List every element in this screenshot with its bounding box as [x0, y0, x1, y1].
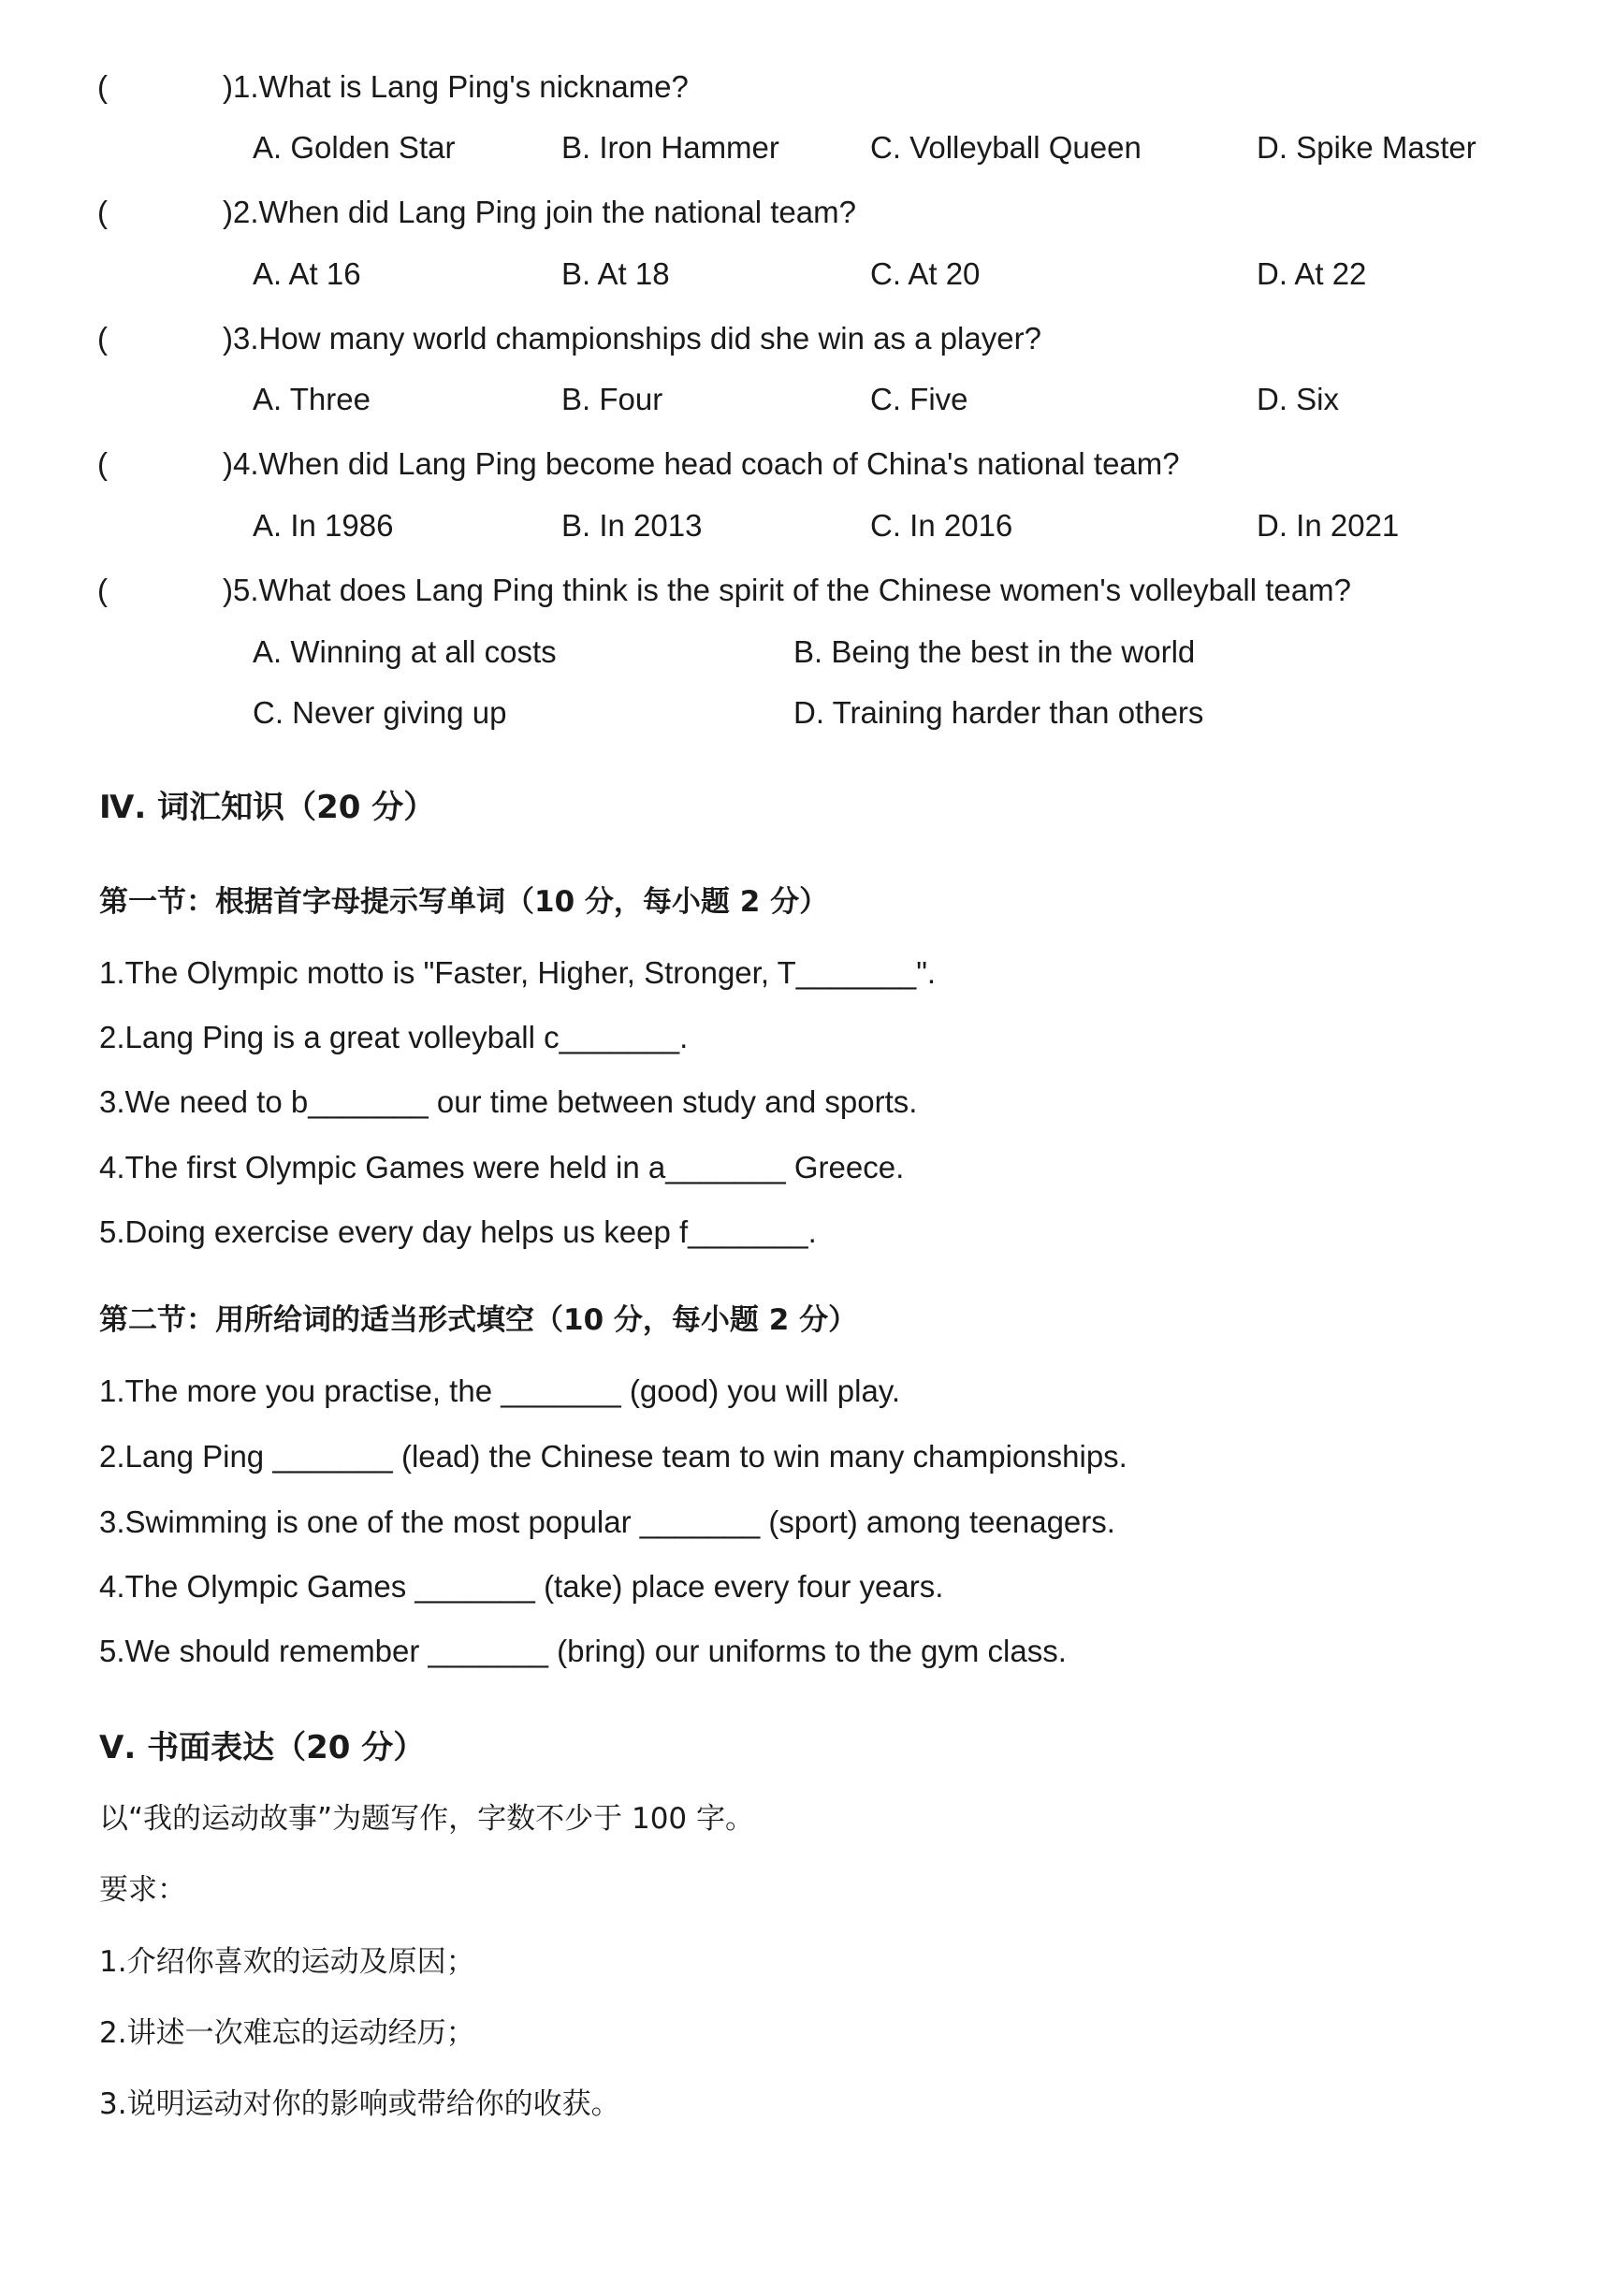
question-3-options: [0, 377, 1600, 422]
word-form-item-3: 3.Swimming is one of the most popular _______ (sport) among teenagers.: [99, 1504, 1115, 1539]
option-b: B. In 2013: [561, 508, 703, 543]
question-2-options: [0, 252, 1600, 297]
option-c: C. Volleyball Queen: [870, 130, 1142, 165]
option-b: B. Iron Hammer: [561, 130, 779, 165]
section-4-part-2-title: 第二节：用所给词的适当形式填空（10 分，每小题 2 分）: [99, 1303, 858, 1337]
option-d: D. Training harder than others: [793, 695, 1204, 730]
option-a: A. Winning at all costs: [253, 634, 557, 669]
section-4-title: Ⅳ. 词汇知识（20 分）: [99, 789, 436, 826]
question-4-options: [0, 503, 1600, 548]
option-d: D. Spike Master: [1257, 130, 1476, 165]
option-b: B. Being the best in the world: [793, 634, 1196, 669]
word-form-item-1: 1.The more you practise, the _______ (good) you will play.: [99, 1373, 901, 1408]
option-a: A. Three: [253, 382, 371, 416]
answer-paren: (: [97, 446, 108, 481]
option-a: A. In 1986: [253, 508, 394, 543]
requirement-1: 1.介绍你喜欢的运动及原因；: [99, 1945, 475, 1979]
requirement-3: 3.说明运动对你的影响或带给你的收获。: [99, 2087, 620, 2121]
option-a: A. Golden Star: [253, 130, 456, 165]
question-5-options-row-1: [0, 630, 1600, 675]
question-3: [0, 316, 1600, 361]
section-5-title: Ⅴ. 书面表达（20 分）: [99, 1729, 426, 1766]
word-form-item-5: 5.We should remember _______ (bring) our uniforms to the gym class.: [99, 1634, 1067, 1668]
question-text: )1.What is Lang Ping's nickname?: [223, 69, 689, 104]
answer-paren: (: [97, 69, 108, 104]
option-c: C. At 20: [870, 256, 981, 291]
answer-paren: (: [97, 195, 108, 229]
option-c: C. Five: [870, 382, 968, 416]
vocab-item-1: 1.The Olympic motto is "Faster, Higher, Stronger, T_______".: [99, 955, 937, 990]
option-d: D. At 22: [1257, 256, 1367, 291]
vocab-item-3: 3.We need to b_______ our time between study and sports.: [99, 1084, 918, 1119]
question-2: [0, 190, 1600, 235]
answer-paren: (: [97, 573, 108, 607]
requirements-label: 要求：: [99, 1873, 186, 1907]
section-4-part-1-title: 第一节：根据首字母提示写单词（10 分，每小题 2 分）: [99, 885, 829, 919]
option-b: B. At 18: [561, 256, 670, 291]
question-text: )4.When did Lang Ping become head coach of China's national team?: [223, 446, 1180, 481]
vocab-item-4: 4.The first Olympic Games were held in a_______ Greece.: [99, 1150, 905, 1184]
requirement-2: 2.讲述一次难忘的运动经历；: [99, 2016, 475, 2050]
option-d: D. Six: [1257, 382, 1340, 416]
option-d: D. In 2021: [1257, 508, 1400, 543]
option-c: C. Never giving up: [253, 695, 507, 730]
vocab-item-2: 2.Lang Ping is a great volleyball c_______.: [99, 1020, 689, 1054]
question-5-options-row-2: [0, 690, 1600, 735]
option-b: B. Four: [561, 382, 663, 416]
question-text: )2.When did Lang Ping join the national team?: [223, 195, 856, 229]
option-a: A. At 16: [253, 256, 361, 291]
writing-prompt: 以“我的运动故事”为题写作，字数不少于 100 字。: [99, 1802, 754, 1836]
question-1: [0, 65, 1600, 109]
question-text: )5.What does Lang Ping think is the spirit of the Chinese women's volleyball team?: [223, 573, 1351, 607]
question-1-options: [0, 125, 1600, 170]
option-c: C. In 2016: [870, 508, 1013, 543]
question-4: [0, 442, 1600, 487]
answer-paren: (: [97, 321, 108, 356]
question-5: [0, 568, 1600, 613]
word-form-item-4: 4.The Olympic Games _______ (take) place every four years.: [99, 1569, 944, 1604]
vocab-item-5: 5.Doing exercise every day helps us keep f_______.: [99, 1214, 817, 1249]
question-text: )3.How many world championships did she win as a player?: [223, 321, 1041, 356]
word-form-item-2: 2.Lang Ping _______ (lead) the Chinese team to win many championships.: [99, 1439, 1127, 1474]
